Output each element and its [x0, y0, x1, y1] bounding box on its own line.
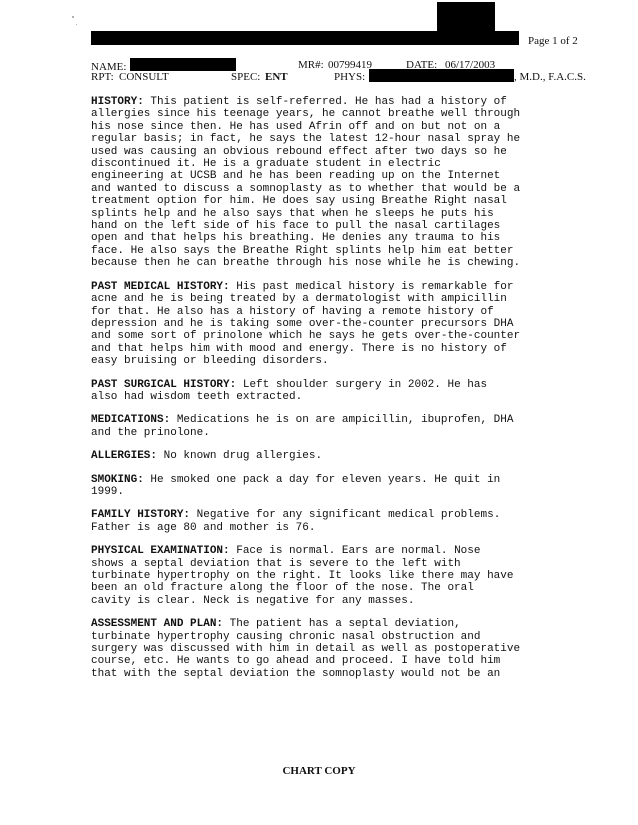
family-history-text: Negative for any significant medical problems. Father is age 80 and mother is 76.	[91, 509, 501, 534]
past-medical-history-heading: PAST MEDICAL HISTORY:	[91, 280, 230, 293]
rpt-label: RPT:	[91, 71, 114, 83]
past-surgical-history-heading: PAST SURGICAL HISTORY:	[91, 378, 237, 391]
smoking-text: He smoked one pack a day for eleven years. He quit in 1999.	[91, 473, 501, 498]
rpt-value: CONSULT	[119, 71, 169, 83]
allergies-heading: ALLERGIES:	[91, 450, 158, 463]
chart-copy-footer: CHART COPY	[282, 765, 356, 777]
smoking-heading: SMOKING:	[91, 473, 144, 486]
physical-examination-heading: PHYSICAL EXAMINATION:	[91, 545, 230, 558]
redaction-bar-header	[91, 31, 519, 45]
section-smoking	[91, 474, 601, 499]
section-past-medical-history	[91, 281, 601, 368]
history-text: This patient is self-referred. He has had a history of allergies since his teenage years, he cannot breathe well through his nose since then. He has used Afrin off and on but not on a regular basis; in fact, he says the latest 12-hour nasal spray he used was causing an obvious rebound effect after two days so he discontinued it. He is a graduate student in electric engineering at UCSB and he has been reading up on the Internet and wanted to discuss a somnoplasty as to whether that would be a treatment option for him. He does say using Breathe Right nasal splints help and he also says that when he sleeps he puts his hand on the left side of his face to pull the nasal cartilages open and that helps his breathing. He denies any trauma to his face. He also says the Breathe Right splints help him eat better because then he can breathe through his nose while he is chewing.	[91, 96, 521, 270]
redaction-block-top	[437, 2, 495, 34]
physical-examination-text: Face is normal. Ears are normal. Nose shows a septal deviation that is severe to the left with turbinate hypertrophy on the right. It looks like there may have been an old fracture along the floor of the nose. The oral cavity is clear. Neck is negative for any masses.	[91, 545, 514, 607]
section-assessment-and-plan	[91, 618, 601, 680]
allergies-text: No known drug allergies.	[163, 450, 323, 463]
past-medical-history-text: His past medical history is remarkable for acne and he is being treated by a dermatologist with ampicillin for that. He also has a history of having a remote history of depression and he is taking some over-the-counter precursors DHA and some sort of prinolone which he says he gets over-the-counter and that helps him with mood and energy. There is no history of easy bruising or bleeding disorders.	[91, 280, 521, 368]
phys-label: PHYS:	[334, 71, 366, 83]
page-number: Page 1 of 2	[528, 35, 578, 47]
section-past-surgical-history	[91, 379, 601, 404]
mr-label: MR#:	[298, 59, 324, 71]
spec-label: SPEC:	[231, 71, 261, 83]
redaction-name	[130, 58, 236, 71]
past-surgical-history-text: Left shoulder surgery in 2002. He has also had wisdom teeth extracted.	[91, 378, 488, 403]
date-label: DATE:	[406, 59, 438, 71]
date-value: 06/17/2003	[445, 59, 496, 71]
spec-value: ENT	[265, 71, 288, 83]
section-allergies	[91, 450, 601, 462]
medications-text: Medications he is on are ampicillin, ibuprofen, DHA and the prinolone.	[91, 414, 514, 439]
scan-speck	[72, 16, 74, 18]
section-family-history	[91, 509, 601, 534]
phys-suffix: , M.D., F.A.C.S.	[514, 71, 586, 83]
scan-speck	[76, 24, 77, 25]
assessment-and-plan-text: The patient has a septal deviation, turbinate hypertrophy causing chronic nasal obstruction and surgery was discussed with him in detail as well as postoperative course, etc. He wants to go ahead and proceed. I have told him that with the septal deviation the somnoplasty would not be an	[91, 618, 521, 680]
section-physical-examination	[91, 545, 601, 607]
family-history-heading: FAMILY HISTORY:	[91, 509, 191, 522]
section-medications	[91, 414, 601, 439]
name-label: NAME:	[91, 61, 127, 73]
assessment-and-plan-heading: ASSESSMENT AND PLAN:	[91, 618, 224, 631]
history-heading: HISTORY:	[91, 96, 144, 108]
medications-heading: MEDICATIONS:	[91, 414, 171, 427]
mr-value: 00799419	[328, 59, 372, 71]
section-history	[91, 96, 601, 270]
report-body	[91, 96, 601, 691]
